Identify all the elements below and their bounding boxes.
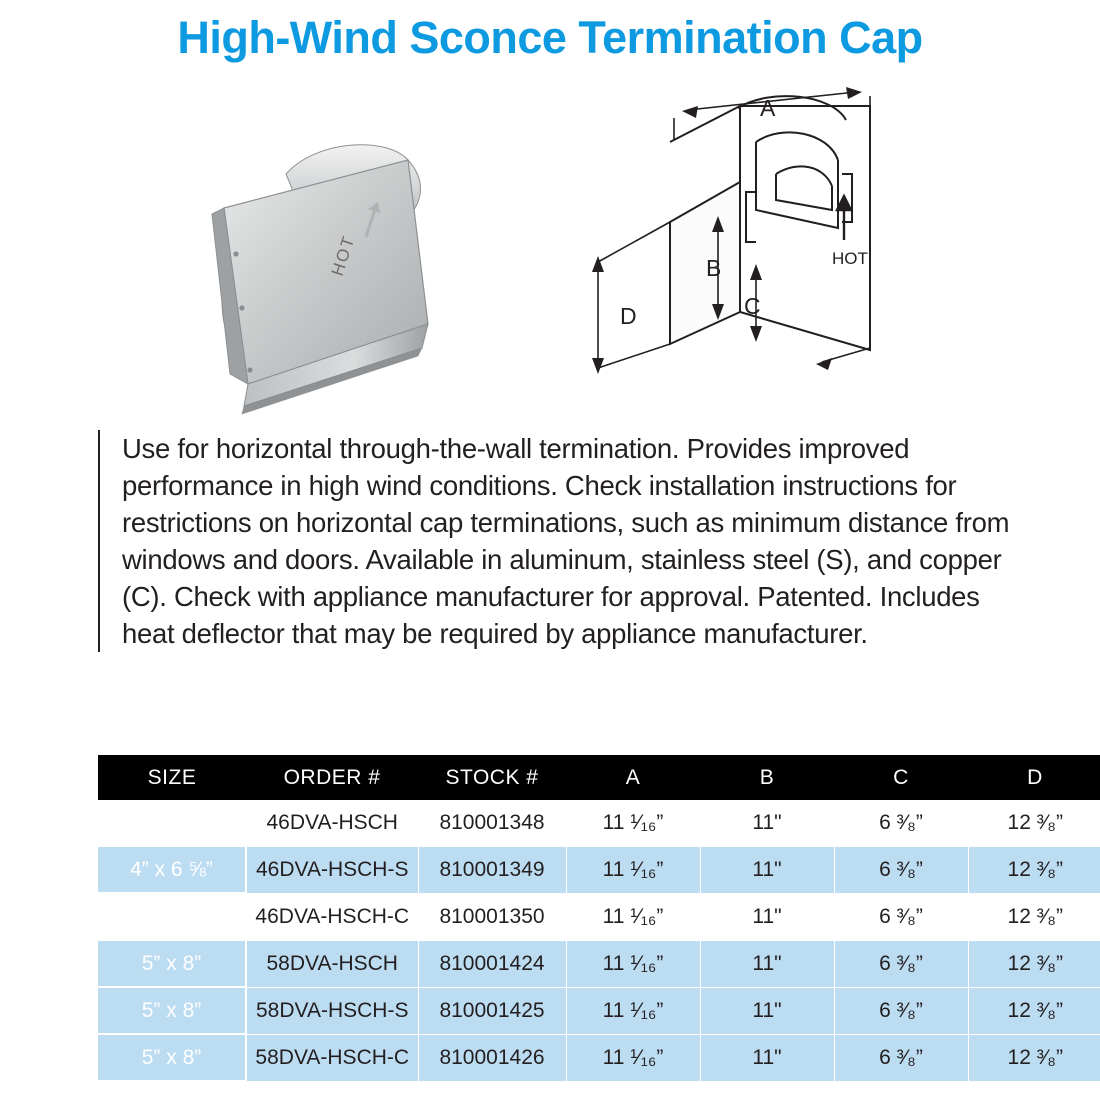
table-row [98,893,1100,940]
cell-b: 11" [700,940,834,987]
cell-b: 11" [700,1034,834,1081]
cell-b: 11" [700,846,834,893]
column-header-stock: STOCK # [418,755,566,800]
cell-c: 6 ³⁄₈” [834,846,968,893]
cell-a: 11 ¹⁄₁₆” [566,987,700,1034]
cell-c: 6 ³⁄₈” [834,1034,968,1081]
dimension-c-label: C [744,293,761,319]
column-header-order: ORDER # [246,755,418,800]
table-body [98,800,1100,1081]
cell-d: 12 ³⁄₈” [968,846,1100,893]
cell-c: 6 ³⁄₈” [834,893,968,940]
cell-a: 11 ¹⁄₁₆” [566,893,700,940]
cell-a: 11 ¹⁄₁₆” [566,846,700,893]
cell-b: 11" [700,987,834,1034]
table-row [98,987,1100,1034]
cell-size: 4” x 6 ⅝” [98,846,246,893]
cell-stock: 810001424 [418,940,566,987]
cell-size: 4” x 6 ⅝” [98,893,246,940]
cell-b: 11" [700,800,834,846]
dimension-diagram [570,82,970,422]
cell-order: 58DVA-HSCH-C [246,1034,418,1081]
svg-text:HOT: HOT [327,232,359,279]
table-row [98,940,1100,987]
cell-c: 6 ³⁄₈” [834,800,968,846]
cell-size: 5” x 8” [98,940,246,987]
dimension-b-label: B [706,255,722,281]
cell-d: 12 ³⁄₈” [968,987,1100,1034]
cell-order: 58DVA-HSCH [246,940,418,987]
column-header-a: A [566,755,700,800]
cell-order: 46DVA-HSCH [246,800,418,846]
cell-stock: 810001348 [418,800,566,846]
page-title: High-Wind Sconce Termination Cap [177,12,923,63]
cell-size: 4” x 6 ⅝” [98,800,246,846]
diagram-hot-label: HOT [832,249,868,268]
column-header-b: B [700,755,834,800]
cell-stock: 810001426 [418,1034,566,1081]
product-photo [190,102,550,422]
cell-size: 5” x 8” [98,1034,246,1081]
cell-d: 12 ³⁄₈” [968,800,1100,846]
specification-table [98,755,1100,1082]
table-row [98,800,1100,846]
dimension-d-label: D [620,303,637,329]
description-block [98,430,1028,652]
cell-order: 58DVA-HSCH-S [246,987,418,1034]
cell-stock: 810001350 [418,893,566,940]
table-header-row [98,755,1100,800]
cell-d: 12 ³⁄₈” [968,1034,1100,1081]
cell-c: 6 ³⁄₈” [834,940,968,987]
cell-d: 12 ³⁄₈” [968,940,1100,987]
cell-d: 12 ³⁄₈” [968,893,1100,940]
description-text: Use for horizontal through-the-wall termination. Provides improved performance in high wind conditions. Check installation instructions for restrictions on horizontal cap terminations, such as minimum distance from windows and doors. Available in aluminum, stainless steel (S), and copper (C). Check with appliance manufacturer for approval. Patented. Includes heat deflector that may be required by appliance manufacturer. [122,433,1010,649]
cell-a: 11 ¹⁄₁₆” [566,940,700,987]
cell-c: 6 ³⁄₈” [834,987,968,1034]
cell-stock: 810001425 [418,987,566,1034]
dimension-a-label: A [760,95,776,121]
column-header-d: D [968,755,1100,800]
cell-order: 46DVA-HSCH-S [246,846,418,893]
table-row [98,846,1100,893]
illustration-area [0,82,1100,422]
column-header-size: SIZE [98,755,246,800]
cell-stock: 810001349 [418,846,566,893]
cell-size: 5” x 8” [98,987,246,1034]
cell-a: 11 ¹⁄₁₆” [566,800,700,846]
table-row [98,1034,1100,1081]
column-header-c: C [834,755,968,800]
cell-order: 46DVA-HSCH-C [246,893,418,940]
cell-a: 11 ¹⁄₁₆” [566,1034,700,1081]
cell-b: 11" [700,893,834,940]
